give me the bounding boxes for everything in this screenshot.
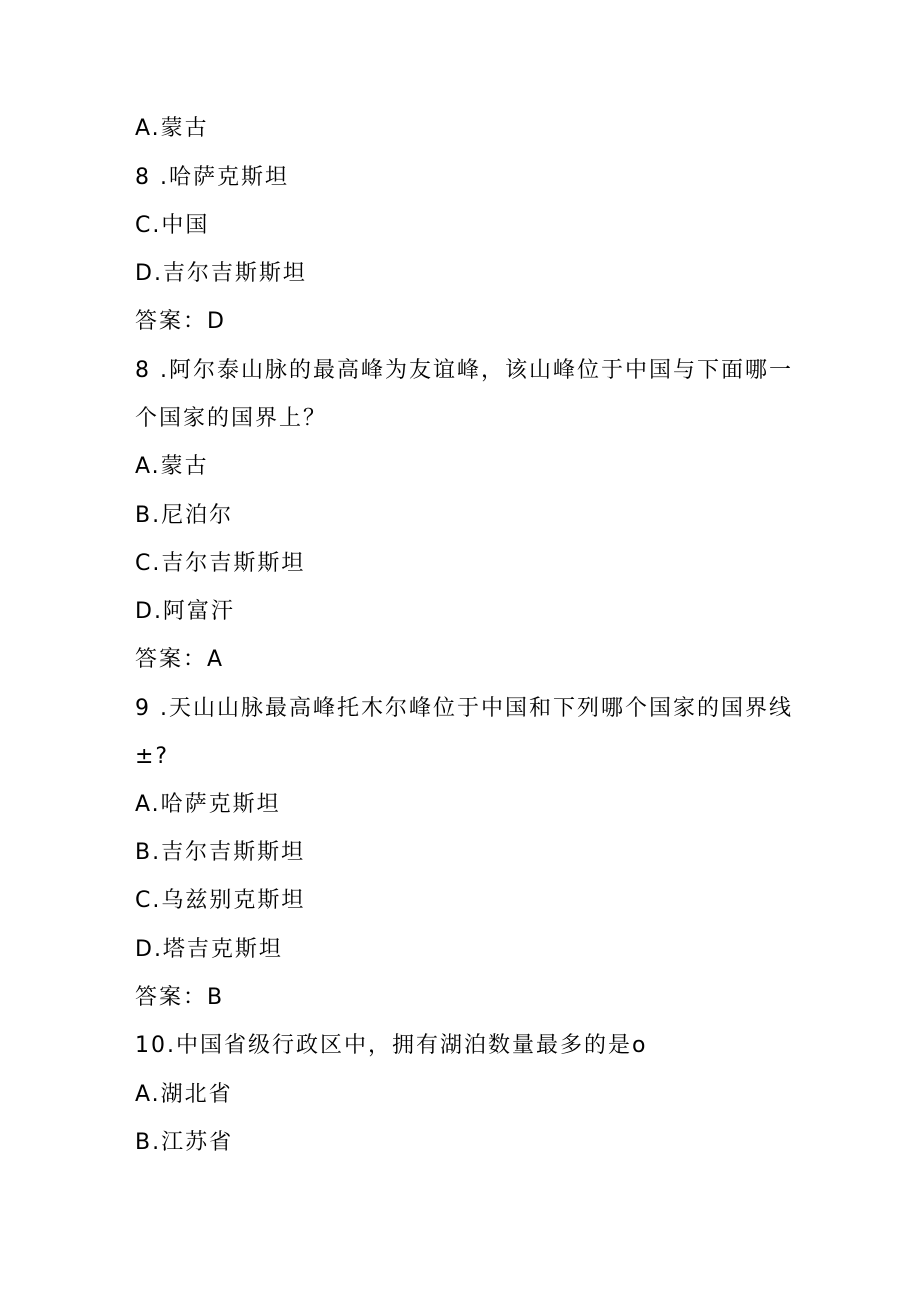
option-a-q7: A.蒙古 xyxy=(135,116,209,141)
answer-q7: 答案：D xyxy=(135,309,226,334)
option-a-q9: A.哈萨克斯坦 xyxy=(135,792,281,817)
option-b-q10: B.江苏省 xyxy=(135,1130,234,1155)
question-9-line-2: ±? xyxy=(135,744,170,769)
question-9-line-1: 9 .天山山脉最高峰托木尔峰位于中国和下列哪个国家的国界线 xyxy=(135,696,793,721)
option-c-q8: C.吉尔吉斯斯坦 xyxy=(135,551,306,576)
option-d-q9: D.塔吉克斯坦 xyxy=(135,937,283,962)
option-d-q8: D.阿富汗 xyxy=(135,599,235,624)
answer-q8: 答案：A xyxy=(135,647,225,672)
question-10: 10.中国省级行政区中，拥有湖泊数量最多的是o xyxy=(135,1033,648,1058)
question-8-line-1: 8 .阿尔泰山脉的最高峰为友谊峰，该山峰位于中国与下面哪一 xyxy=(135,358,793,383)
option-b-q7: 8 .哈萨克斯坦 xyxy=(135,165,289,190)
option-a-q8: A.蒙古 xyxy=(135,454,209,479)
option-a-q10: A.湖北省 xyxy=(135,1082,233,1107)
option-b-q8: B.尼泊尔 xyxy=(135,503,234,528)
option-b-q9: B.吉尔吉斯斯坦 xyxy=(135,840,306,865)
option-d-q7: D.吉尔吉斯斯坦 xyxy=(135,261,307,286)
question-8-line-2: 个国家的国界上？ xyxy=(135,406,328,431)
answer-q9: 答案：B xyxy=(135,985,225,1010)
option-c-q7: C.中国 xyxy=(135,213,210,238)
option-c-q9: C.乌兹别克斯坦 xyxy=(135,888,306,913)
